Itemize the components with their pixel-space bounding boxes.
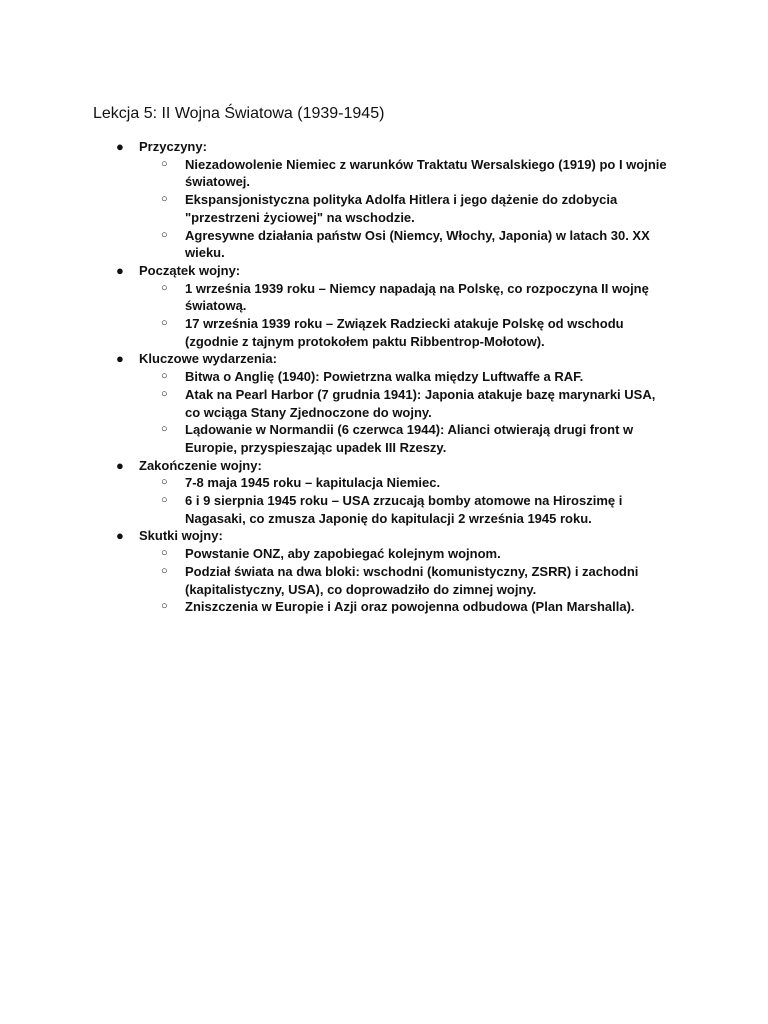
list-item xyxy=(161,474,673,492)
list-item xyxy=(161,280,673,315)
hollow-circle-bullet-icon: ○ xyxy=(161,370,168,383)
outline-list xyxy=(0,138,768,616)
filled-circle-bullet-icon: ● xyxy=(116,457,124,473)
list-item xyxy=(161,386,673,421)
list-item xyxy=(161,227,673,262)
list-item xyxy=(161,191,673,226)
list-item-text: Atak na Pearl Harbor (7 grudnia 1941): Japonia atakuje bazę marynarki USA, co wciąga Stany Zjednoczone do wojny. xyxy=(185,386,656,420)
list-item xyxy=(161,421,673,456)
list-item-text: 7-8 maja 1945 roku – kapitulacja Niemiec. xyxy=(185,475,441,491)
hollow-circle-bullet-icon: ○ xyxy=(161,228,168,241)
list-item-text: Podział świata na dwa bloki: wschodni (komunistyczny, ZSRR) i zachodni (kapitalistyczny, USA), co doprowadziło do zimnej wojny. xyxy=(185,563,639,597)
section-label: Zakończenie wojny: xyxy=(139,457,262,473)
list-item xyxy=(161,492,673,527)
filled-circle-bullet-icon: ● xyxy=(116,528,124,544)
sub-list xyxy=(139,156,768,262)
list-item-text: Zniszczenia w Europie i Azji oraz powojenna odbudowa (Plan Marshalla). xyxy=(185,599,635,615)
list-item-text: Bitwa o Anglię (1940): Powietrzna walka między Luftwaffe a RAF. xyxy=(185,369,584,385)
filled-circle-bullet-icon: ● xyxy=(116,351,124,367)
section-key-events xyxy=(0,350,768,456)
list-item-text: Ekspansjonistyczna polityka Adolfa Hitlera i jego dążenie do zdobycia "przestrzeni życiowej" na wschodzie. xyxy=(185,192,618,225)
hollow-circle-bullet-icon: ○ xyxy=(161,564,168,577)
hollow-circle-bullet-icon: ○ xyxy=(161,281,168,294)
section-label: Kluczowe wydarzenia: xyxy=(139,351,277,367)
hollow-circle-bullet-icon: ○ xyxy=(161,547,168,560)
list-item xyxy=(161,598,673,616)
sub-list xyxy=(139,280,768,351)
filled-circle-bullet-icon: ● xyxy=(116,139,124,154)
list-item xyxy=(161,545,673,563)
section-label: Skutki wojny: xyxy=(139,528,223,544)
hollow-circle-bullet-icon: ○ xyxy=(161,423,168,436)
list-item-text: 1 września 1939 roku – Niemcy napadają na Polskę, co rozpoczyna II wojnę światową. xyxy=(185,280,649,314)
hollow-circle-bullet-icon: ○ xyxy=(161,600,168,613)
sub-list xyxy=(139,474,768,527)
list-item-text: Powstanie ONZ, aby zapobiegać kolejnym wojnom. xyxy=(185,546,501,562)
section-start-of-war xyxy=(0,262,768,351)
list-item xyxy=(161,315,673,350)
section-causes xyxy=(0,138,768,262)
hollow-circle-bullet-icon: ○ xyxy=(161,494,168,507)
list-item-text: Lądowanie w Normandii (6 czerwca 1944): Alianci otwierają drugi front w Europie, przyspieszając upadek III Rzeszy. xyxy=(185,422,634,455)
hollow-circle-bullet-icon: ○ xyxy=(161,157,168,170)
list-item xyxy=(161,156,673,191)
section-label: Początek wojny: xyxy=(139,262,241,278)
sub-list xyxy=(139,368,768,457)
section-end-of-war xyxy=(0,457,768,528)
hollow-circle-bullet-icon: ○ xyxy=(161,317,168,330)
list-item xyxy=(161,563,673,598)
hollow-circle-bullet-icon: ○ xyxy=(161,193,168,206)
list-item-text: Niezadowolenie Niemiec z warunków Traktatu Wersalskiego (1919) po I wojnie światowej. xyxy=(185,156,667,190)
hollow-circle-bullet-icon: ○ xyxy=(161,387,168,400)
document-title: Lekcja 5: II Wojna Światowa (1939-1945) xyxy=(93,105,385,122)
list-item-text: 17 września 1939 roku – Związek Radziecki atakuje Polskę od wschodu (zgodnie z tajnym protokołem paktu Ribbentrop-Mołotow). xyxy=(185,316,624,349)
list-item-text: 6 i 9 sierpnia 1945 roku – USA zrzucają bomby atomowe na Hiroszimę i Nagasaki, co zmusza Japonię do kapitulacji 2 września 1945 roku. xyxy=(185,493,623,526)
section-label: Przyczyny: xyxy=(139,139,207,154)
list-item-text: Agresywne działania państw Osi (Niemcy, Włochy, Japonia) w latach 30. XX wieku. xyxy=(185,227,650,261)
section-consequences xyxy=(0,527,768,616)
filled-circle-bullet-icon: ● xyxy=(116,262,124,278)
sub-list xyxy=(139,545,768,616)
list-item xyxy=(161,368,673,386)
hollow-circle-bullet-icon: ○ xyxy=(161,476,168,489)
